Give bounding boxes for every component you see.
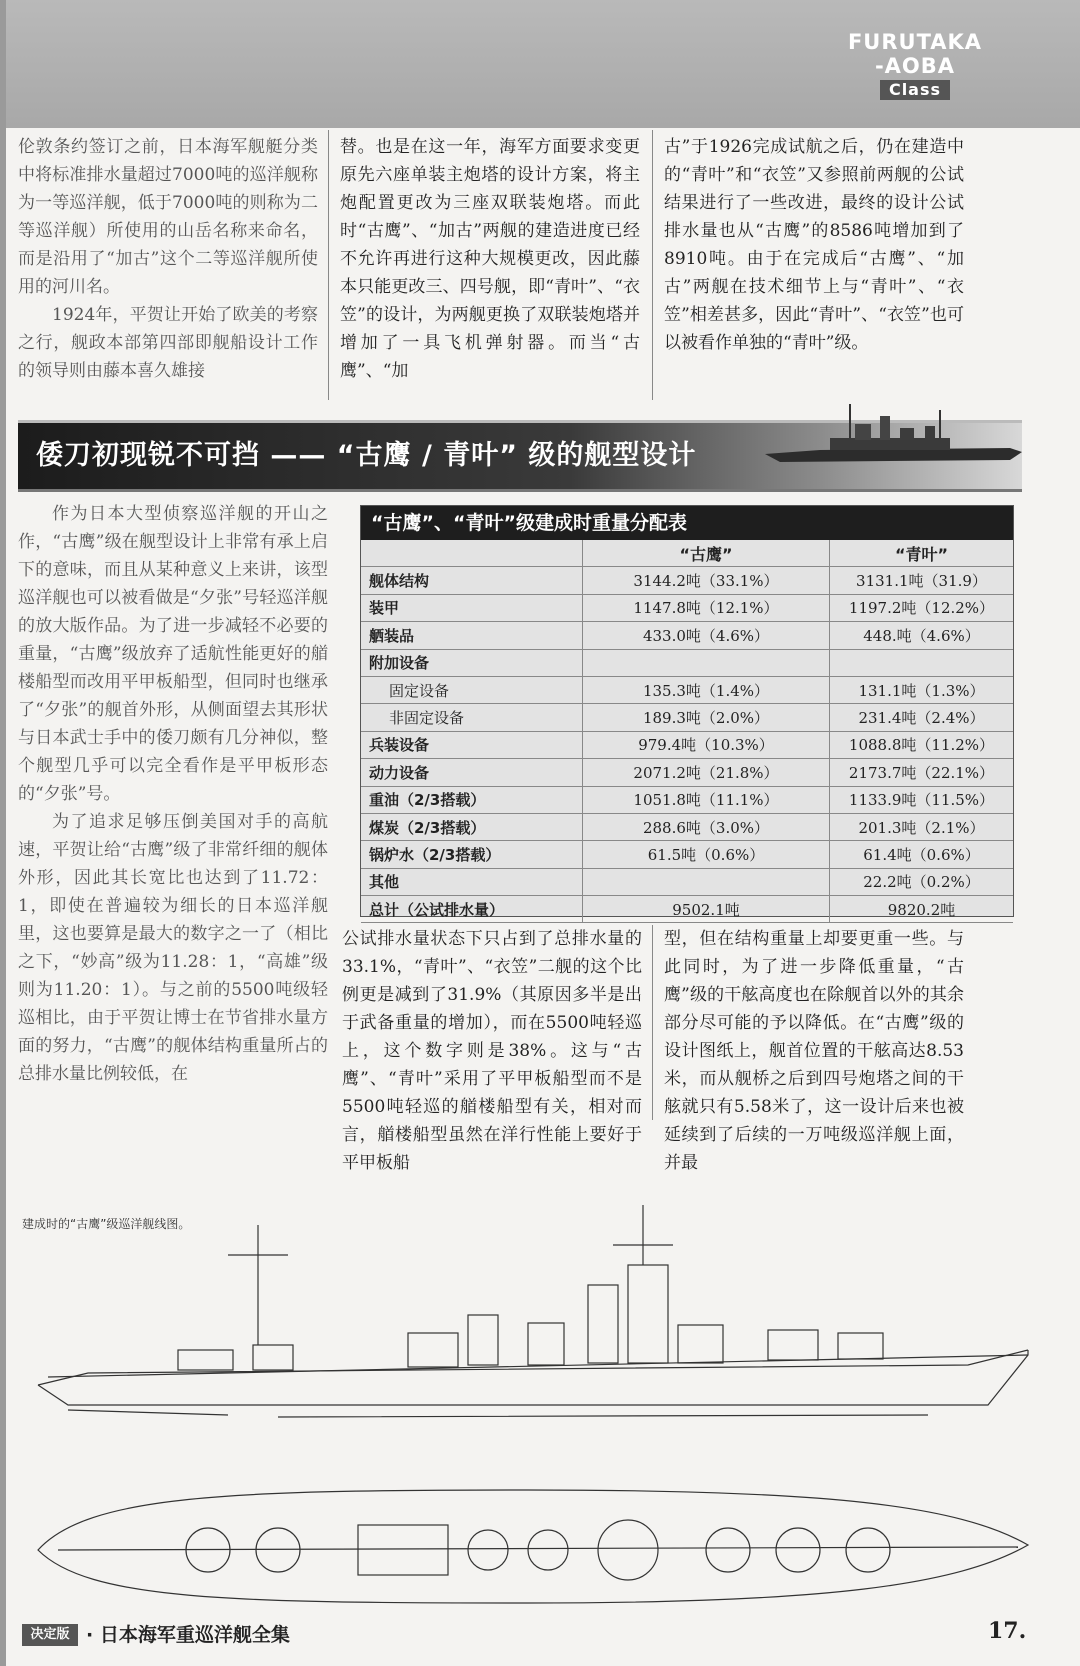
table-header-furutaka: “古鹰”	[583, 540, 830, 567]
aoba-value: 61.4吨（0.6%）	[830, 841, 1014, 868]
furutaka-value: 135.3吨（1.4%）	[583, 676, 830, 703]
footer-badge: 决定版	[22, 1624, 78, 1646]
weight-table	[360, 505, 1014, 917]
class-badge	[830, 30, 1000, 120]
furutaka-value: 1147.8吨（12.1%）	[583, 594, 830, 621]
row-label: 装甲	[361, 594, 583, 621]
table-row	[361, 676, 1013, 703]
footer-book-title: · 日本海军重巡洋舰全集	[86, 1624, 290, 1646]
table-row	[361, 594, 1013, 621]
paragraph: 为了追求足够压倒美国对手的高航速，平贺让给“古鹰”级了非常纤细的舰体外形，因此其长宽比也达到了11.72：1，即使在普遍较为细长的日本巡洋舰里，这也要算是最大的数字之一了（相比之下，“妙高”级为11.28：1，“高雄”级则为11.20：1）。与之前的5500吨级轻巡相比，由于平贺让博士在节省排水量方面的努力，“古鹰”的舰体结构重量所占的总排水量比例较低，在	[18, 812, 328, 1084]
aoba-value: 231.4吨（2.4%）	[830, 704, 1014, 731]
row-label: 舰体结构	[361, 567, 583, 594]
column-divider	[652, 130, 653, 400]
furutaka-value: 9502.1吨	[583, 896, 830, 923]
aoba-value: 1197.2吨（12.2%）	[830, 594, 1014, 621]
furutaka-value	[583, 649, 830, 676]
warship-photo	[760, 402, 1030, 472]
row-label: 总计（公试排水量）	[361, 896, 583, 923]
table-row	[361, 649, 1013, 676]
table-row	[361, 567, 1013, 594]
paragraph: 伦敦条约签订之前，日本海军舰艇分类中将标准排水量超过7000吨的巡洋舰称为一等巡洋舰，低于7000吨的则称为二等巡洋舰）所使用的山岳名称来命名，而是沿用了“加古”这个二等巡洋舰所使用的河川名。	[18, 137, 318, 297]
weight-table-grid	[361, 540, 1013, 923]
left-column	[18, 500, 328, 1088]
column-divider	[328, 130, 329, 400]
paragraph: 公试排水量状态下只占到了总排水量的33.1%，“青叶”、“衣笠”二舰的这个比例更是减到了31.9%（其原因多半是出于武备重量的增加），而在5500吨轻巡上，这个数字则是38%。这与“古鹰”、“青叶”采用了平甲板船型而不是5500吨轻巡的艏楼船型有关，相对而言，艏楼船型虽然在洋行性能上要好于平甲板船	[342, 929, 642, 1173]
row-label: 兵装设备	[361, 731, 583, 758]
table-row	[361, 731, 1013, 758]
mid-column	[342, 925, 642, 1177]
aoba-value: 1133.9吨（11.5%）	[830, 786, 1014, 813]
furutaka-value: 2071.2吨（21.8%）	[583, 759, 830, 786]
aoba-value: 2173.7吨（22.1%）	[830, 759, 1014, 786]
class-name-line1: FURUTAKA	[847, 30, 983, 54]
row-label: 舾装品	[361, 622, 583, 649]
table-row	[361, 622, 1013, 649]
furutaka-value: 189.3吨（2.0%）	[583, 704, 830, 731]
top-column-3	[664, 133, 964, 357]
paragraph: 作为日本大型侦察巡洋舰的开山之作，“古鹰”级在舰型设计上非常有承上启下的意味，而且从某种意义上来讲，该型巡洋舰也可以被看做是“夕张”号轻巡洋舰的放大版作品。为了进一步减轻不必要的重量，“古鹰”级放弃了适航性能更好的艏楼船型而改用平甲板船型，但同时也继承了“夕张”的舰首外形，从侧面望去其形状与日本武士手中的倭刀颇有几分神似，整个舰型几乎可以完全看作是平甲板形态的“夕张”号。	[18, 504, 328, 804]
furutaka-value: 1051.8吨（11.1%）	[583, 786, 830, 813]
paragraph: 1924年，平贺让开始了欧美的考察之行，舰政本部第四部即舰船设计工作的领导则由藤本喜久雄接	[18, 305, 318, 381]
page-edge	[0, 0, 6, 1666]
aoba-value: 131.1吨（1.3%）	[830, 676, 1014, 703]
aoba-value: 22.2吨（0.2%）	[830, 868, 1014, 895]
table-body	[361, 567, 1013, 923]
row-label: 附加设备	[361, 649, 583, 676]
aoba-value: 448.吨（4.6%）	[830, 622, 1014, 649]
aoba-value: 9820.2吨	[830, 896, 1014, 923]
row-label: 非固定设备	[361, 704, 583, 731]
table-row	[361, 786, 1013, 813]
table-title: “古鹰”、“青叶”级建成时重量分配表	[361, 506, 1013, 540]
row-label: 固定设备	[361, 676, 583, 703]
table-row	[361, 704, 1013, 731]
table-row	[361, 813, 1013, 840]
row-label: 动力设备	[361, 759, 583, 786]
aoba-value: 201.3吨（2.1%）	[830, 813, 1014, 840]
page-number: 17.	[988, 1618, 1027, 1644]
table-row	[361, 868, 1013, 895]
furutaka-value: 433.0吨（4.6%）	[583, 622, 830, 649]
furutaka-value	[583, 868, 830, 895]
aoba-value	[830, 649, 1014, 676]
furutaka-value: 979.4吨（10.3%）	[583, 731, 830, 758]
row-label: 其他	[361, 868, 583, 895]
table-row	[361, 841, 1013, 868]
furutaka-value: 288.6吨（3.0%）	[583, 813, 830, 840]
figure-caption: 建成时的“古鹰”级巡洋舰线图。	[22, 1217, 191, 1231]
table-row	[361, 896, 1013, 923]
class-name-line2: -AOBA	[874, 54, 956, 78]
table-row	[361, 759, 1013, 786]
column-divider	[652, 925, 653, 1120]
furutaka-value: 3144.2吨（33.1%）	[583, 567, 830, 594]
class-label: Class	[880, 80, 950, 100]
row-label: 锅炉水（2/3搭载）	[361, 841, 583, 868]
row-label: 煤炭（2/3搭载）	[361, 813, 583, 840]
aoba-value: 1088.8吨（11.2%）	[830, 731, 1014, 758]
table-header-blank	[361, 540, 583, 567]
paragraph: 替。也是在这一年，海军方面要求变更原先六座单装主炮塔的设计方案，将主炮配置更改为三座双联装炮塔。而此时“古鹰”、“加古”两舰的建造进度已经不允许再进行这种大规模更改，因此藤本只能更改三、四号舰，即“青叶”、“衣笠”的设计，为两舰更换了双联装炮塔并增加了一具飞机弹射器。而当“古鹰”、“加	[340, 137, 640, 381]
paragraph: 型，但在结构重量上却要更重一些。与此同时，为了进一步降低重量，“古鹰”级的干舷高度也在除舰首以外的其余部分尽可能的予以降低。在“古鹰”级的设计图纸上，舰首位置的干舷高达8.53米，而从舰桥之后到四号炮塔之间的干舷就只有5.58米了，这一设计后来也被延续到了后续的一万吨级巡洋舰上面，并最	[664, 929, 964, 1173]
right-column	[664, 925, 964, 1177]
table-header-aoba: “青叶”	[830, 540, 1014, 567]
furutaka-value: 61.5吨（0.6%）	[583, 841, 830, 868]
aoba-value: 3131.1吨（31.9）	[830, 567, 1014, 594]
table-header-row	[361, 540, 1013, 567]
top-column-2	[340, 133, 640, 385]
cruiser-line-drawing	[28, 1205, 1038, 1625]
row-label: 重油（2/3搭载）	[361, 786, 583, 813]
section-title: 倭刀初现锐不可挡 —— “古鹰 / 青叶” 级的舰型设计	[36, 440, 697, 471]
paragraph: 古”于1926完成试航之后，仍在建造中的“青叶”和“衣笠”又参照前两舰的公试结果进行了一些改进，最终的设计公试排水量也从“古鹰”的8586吨增加到了8910吨。由于在完成后“古鹰”、“加古”两舰在技术细节上与“青叶”、“衣笠”相差甚多，因此“青叶”、“衣笠”也可以被看作单独的“青叶”级。	[664, 137, 964, 353]
top-column-1	[18, 133, 318, 385]
